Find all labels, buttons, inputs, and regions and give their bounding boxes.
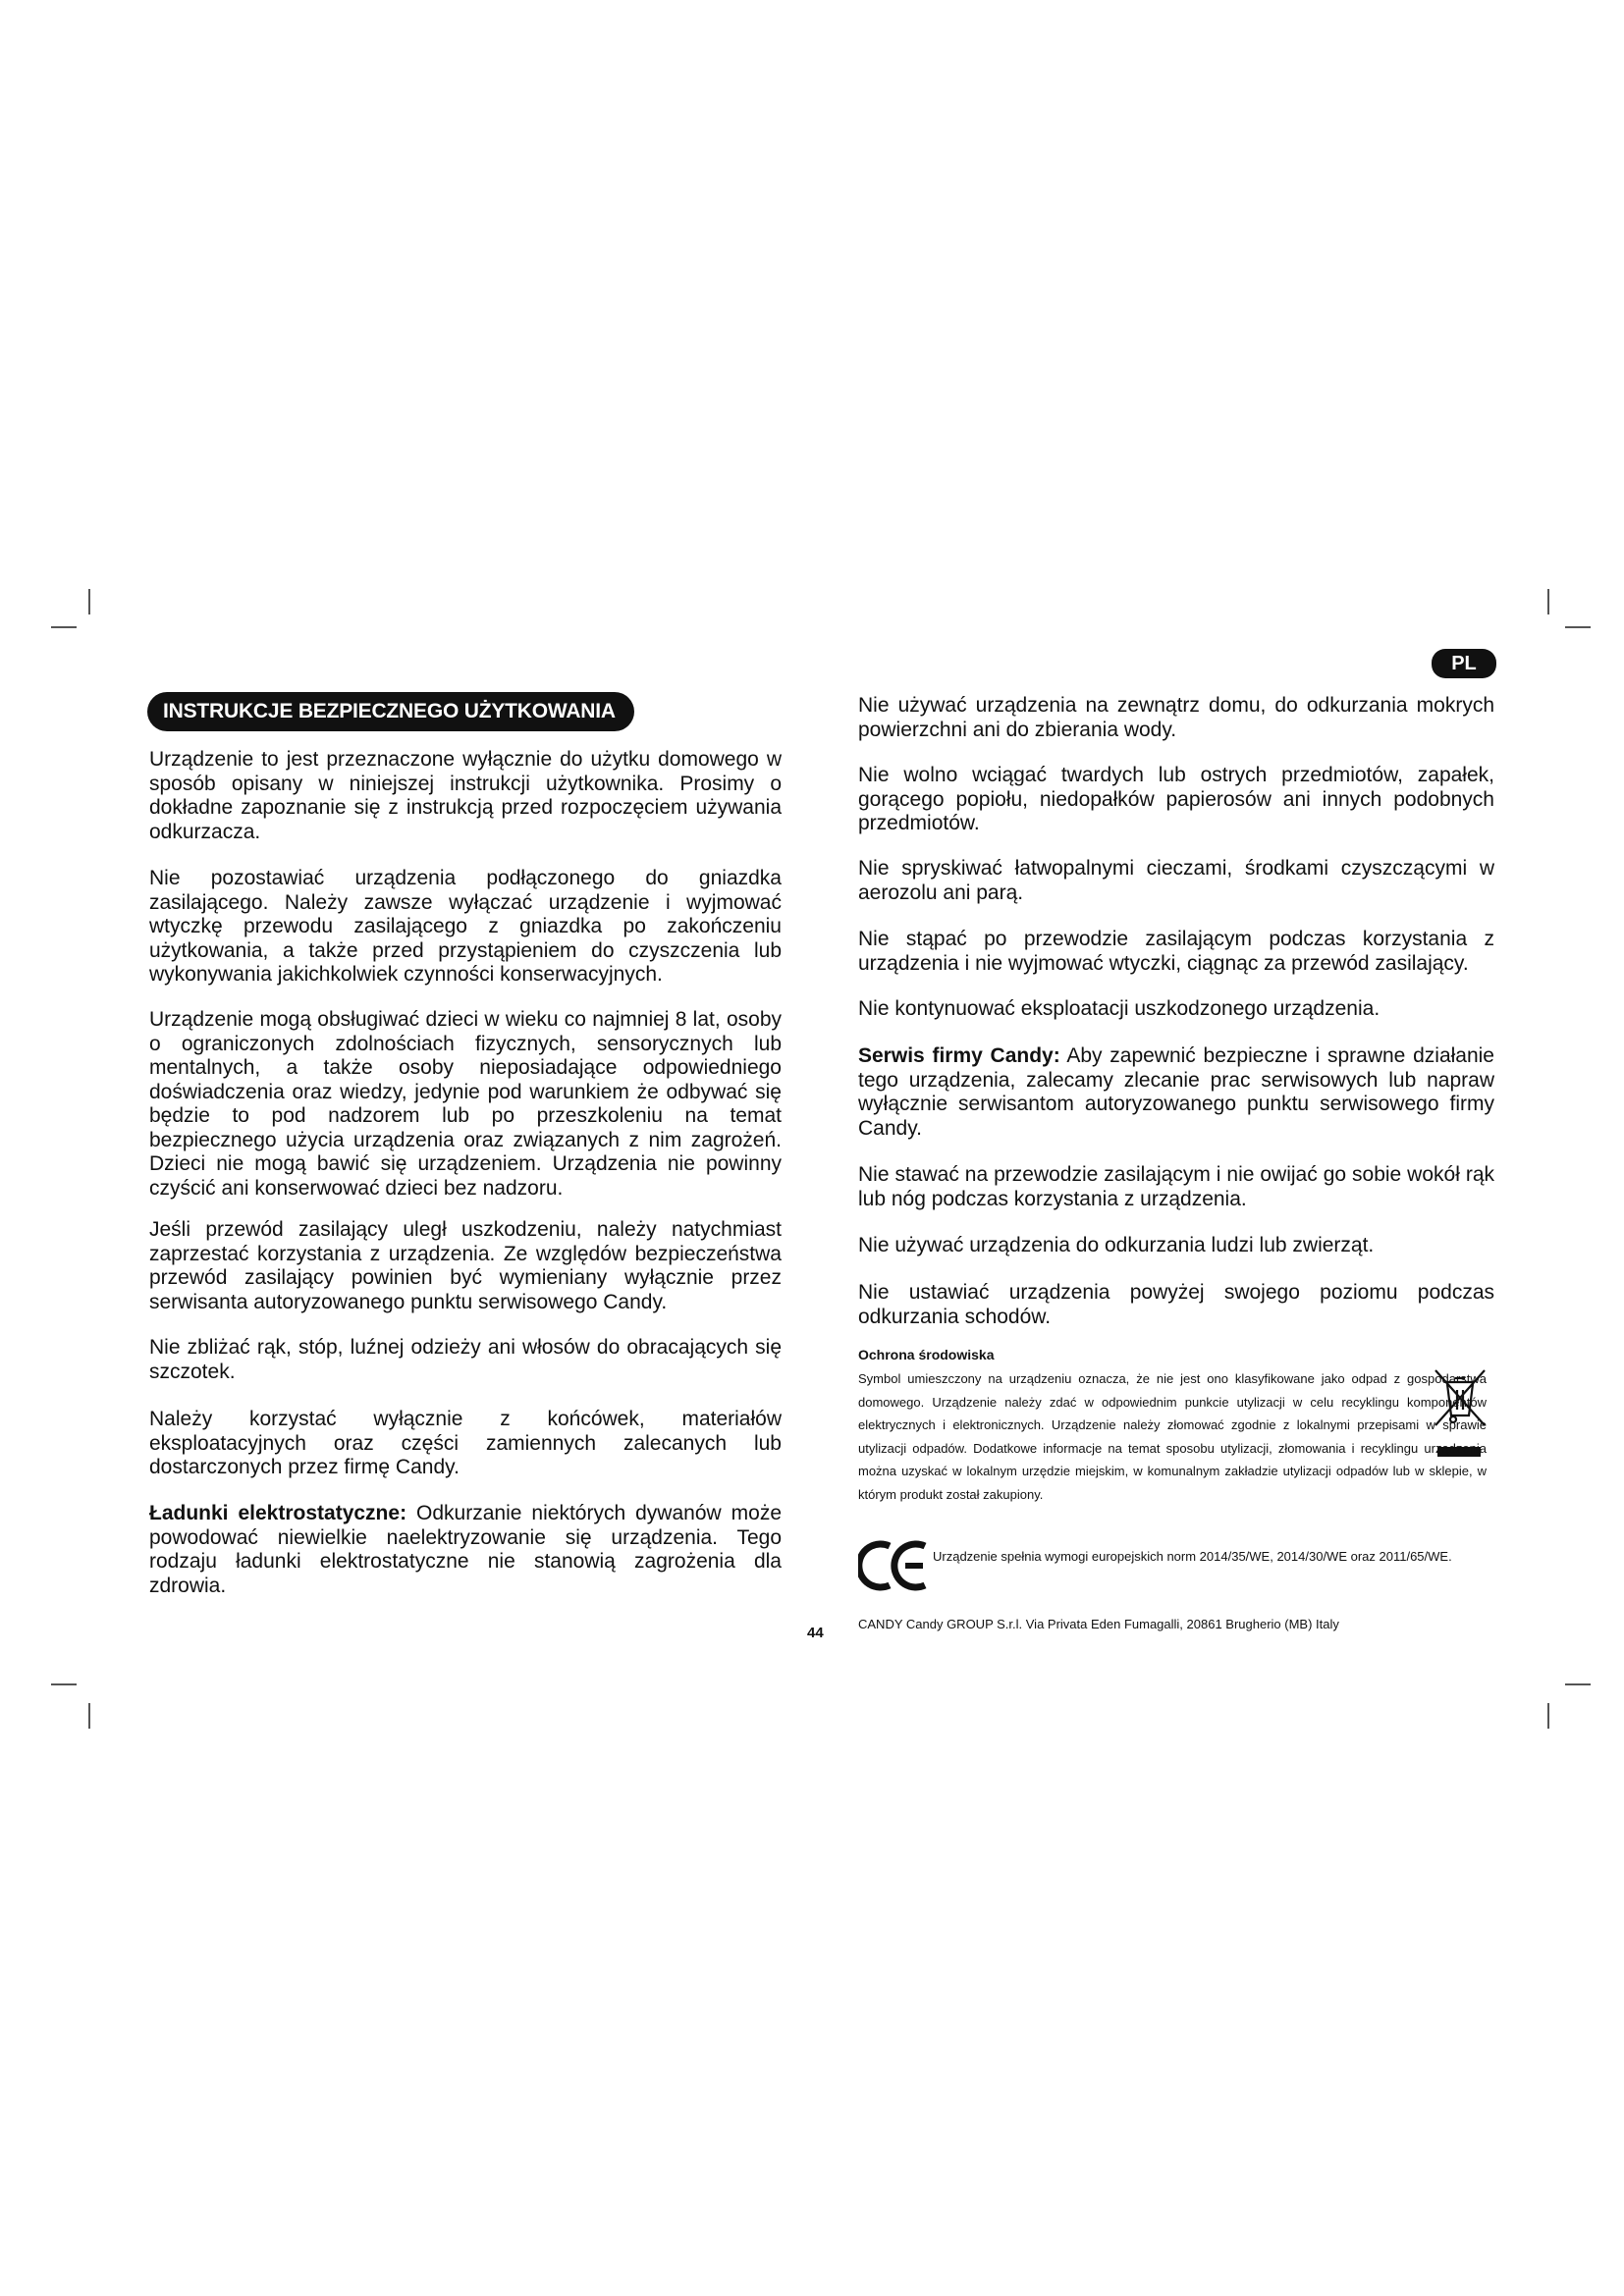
- paragraph-flammable: Nie spryskiwać łatwopalnymi cieczami, środkami czyszczącymi w aerozolu ani parą.: [858, 857, 1494, 904]
- environment-text: Symbol umieszczony na urządzeniu oznacza, że nie jest ono klasyfikowane jako odpad z gospodarstwa domowego. Urządzenie należy zdać w odpowiednim punkcie utylizacji w celu recyklingu komponentów elektrycznych i elektronicznych. Urządzenie należy złomować zgodnie z lokalnymi przepisami w sprawie utylizacji odpadów. Dodatkowe informacje na temat sposobu utylizacji, złomowania i recyklingu urządzenia można uzyskać w lokalnym urzędzie miejskim, w komunalnym zakładzie utylizacji odpadów lub w sklepie, w którym produkt został zakupiony.: [858, 1371, 1487, 1502]
- paragraph-brushes: Nie zbliżać rąk, stóp, luźnej odzieży ani włosów do obracających się szczotek.: [149, 1336, 782, 1383]
- paragraph-children: Urządzenie mogą obsługiwać dzieci w wieku co najmniej 8 lat, osoby o ograniczonych zdolnościach fizycznych, sensorycznych lub mentalnych, a także osoby nieposiadające odpowiedniego doświadczenia oraz wiedzy, jedynie pod warunkiem że odbywać się będzie to pod nadzorem lub po przeszkoleniu na temat bezpiecznego użycia urządzenia oraz związanych z nim zagrożeń. Dzieci nie mogą bawić się urządzeniem. Urządzenia nie powinny czyścić ani konserwować dzieci bez nadzoru.: [149, 1008, 782, 1200]
- paragraph-people-animals: Nie używać urządzenia do odkurzania ludzi lub zwierząt.: [858, 1234, 1375, 1256]
- paragraph-cord-wrap: Nie stawać na przewodzie zasilającym i nie owijać go sobie wokół rąk lub nóg podczas korzystania z urządzenia.: [858, 1163, 1494, 1210]
- crop-mark: [88, 589, 90, 614]
- paragraph-accessories: Należy korzystać wyłącznie z końcówek, materiałów eksploatacyjnych oraz części zamiennych zalecanych lub dostarczonych przez firmę Candy.: [149, 1408, 782, 1478]
- paragraph-unplug: Nie pozostawiać urządzenia podłączonego do gniazdka zasilającego. Należy zawsze wyłączać urządzenie i wyjmować wtyczkę przewodu zasilającego z gniazdka po zakończeniu użytkowania, a także przed przystąpieniem do czyszczenia lub wykonywania jakichkolwiek czynności konserwacyjnych.: [149, 867, 782, 986]
- service-heading: Serwis firmy Candy:: [858, 1044, 1060, 1067]
- electrostatic-text: Odkurzanie niektórych dywanów może powodować niewielkie naelektryzowanie się urządzenia. Tego rodzaju ładunki elektrostatyczne nie stanowią zagrożenia dla zdrowia.: [149, 1502, 782, 1597]
- language-badge: PL: [1432, 649, 1496, 678]
- environment-title: Ochrona środowiska: [858, 1347, 995, 1362]
- page-number: 44: [807, 1625, 824, 1641]
- crop-mark: [51, 1683, 77, 1685]
- paragraph-hard-objects: Nie wolno wciągać twardych lub ostrych przedmiotów, zapałek, gorącego popiołu, niedopałków papierosów ani innych podobnych przedmiotów.: [858, 764, 1494, 834]
- crop-mark: [1547, 1703, 1549, 1729]
- section-title: INSTRUKCJE BEZPIECZNEGO UŻYTKOWANIA: [147, 692, 634, 731]
- paragraph-outdoor: Nie używać urządzenia na zewnątrz domu, do odkurzania mokrych powierzchni ani do zbierania wody.: [858, 694, 1494, 741]
- electrostatic-heading: Ładunki elektrostatyczne:: [149, 1502, 407, 1524]
- crop-mark: [1565, 1683, 1591, 1685]
- crop-mark: [1547, 589, 1549, 614]
- paragraph-intended-use: Urządzenie to jest przeznaczone wyłącznie do użytku domowego w sposób opisany w niniejszej instrukcji użytkownika. Prosimy o dokładne zapoznanie się z instrukcją przed rozpoczęciem używania odkurzacza.: [149, 748, 782, 843]
- paragraph-cord-step: Nie stąpać po przewodzie zasilającym podczas korzystania z urządzenia i nie wyjmować wtyczki, ciągnąc za przewód zasilający.: [858, 928, 1494, 975]
- footer-address: CANDY Candy GROUP S.r.l. Via Privata Eden Fumagalli, 20861 Brugherio (MB) Italy: [858, 1617, 1339, 1631]
- paragraph-damaged-cord: Jeśli przewód zasilający uległ uszkodzeniu, należy natychmiast zaprzestać korzystania z urządzenia. Ze względów bezpieczeństwa przewód zasilający powinien być wymieniany wyłącznie przez serwisanta autoryzowanego punktu serwisowego Candy.: [149, 1218, 782, 1313]
- crop-mark: [88, 1703, 90, 1729]
- paragraph-damaged-device: Nie kontynuować eksploatacji uszkodzonego urządzenia.: [858, 997, 1380, 1020]
- crop-mark: [1565, 626, 1591, 628]
- crop-mark: [51, 626, 77, 628]
- compliance-text: Urządzenie spełnia wymogi europejskich norm 2014/35/WE, 2014/30/WE oraz 2011/65/WE.: [933, 1549, 1452, 1564]
- paragraph-electrostatic: [149, 1502, 782, 1598]
- paragraph-service: [858, 1044, 1494, 1141]
- service-text: Aby zapewnić bezpieczne i sprawne działanie tego urządzenia, zalecamy zlecanie prac serwisowych lub napraw wyłącznie serwisantom autoryzowanego punktu serwisowego firmy Candy.: [858, 1044, 1494, 1140]
- ce-mark-icon: [858, 1538, 933, 1593]
- paragraph-stairs: Nie ustawiać urządzenia powyżej swojego poziomu podczas odkurzania schodów.: [858, 1281, 1494, 1328]
